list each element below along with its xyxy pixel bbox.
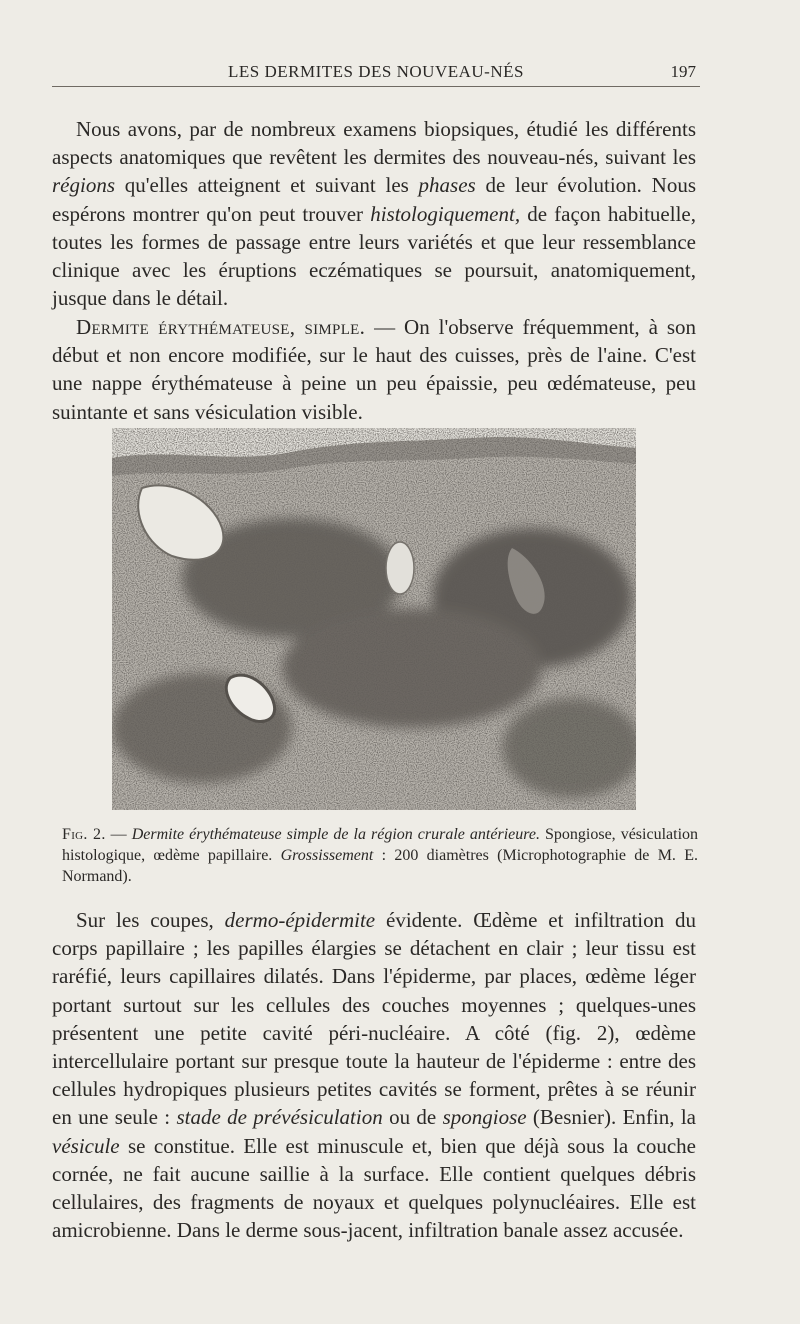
emphasis-prevesiculation: stade de prévésiculation — [176, 1105, 383, 1130]
running-title: LES DERMITES DES NOUVEAU-NÉS — [228, 62, 524, 81]
emphasis-spongiose: spongiose — [442, 1105, 527, 1130]
emphasis-vesicule: vésicule — [52, 1133, 120, 1158]
emphasis-grossissement: Grossissement — [280, 847, 374, 864]
emphasis-regions: régions — [52, 173, 115, 198]
figure-caption: Fig. 2. — Dermite érythémateuse simple de la région crurale antérieure. Spongiose, vésiculation histologique, œdème papillaire. Grossissement : 200 diamètres (Microphotographie de M. E. Normand). — [62, 826, 699, 885]
figure-title: Dermite érythémateuse simple de la région crurale antérieure. — [131, 826, 540, 843]
emphasis-dermo-epidermite: dermo-épidermite — [224, 908, 376, 932]
emphasis-phases: phases — [418, 173, 476, 198]
micrograph-figure — [112, 428, 636, 810]
paragraph-dermite-erythemateuse: Dermite érythémateuse, simple. — On l'observe fréquemment, à son début et non encore modifiée, sur le haut des cuisses, près de l'aine. C'est une nappe érythémateuse à peine un peu épaissie, peu œdémateuse, peu suintante et sans vésiculation visible. — [52, 315, 696, 424]
page-header — [52, 60, 700, 87]
paragraph-intro: Nous avons, par de nombreux examens biopsiques, étudié les différents aspects anatomiques que revêtent les dermites des nouveau-nés, suivant les régions qu'elles atteignent et suivant les phases de leur évolution. Nous espérons montrer qu'on peut trouver histologiquement, de façon habituelle, toutes les formes de passage entre leurs variétés et que leur ressemblance clinique avec les éruptions eczématiques se poursuit, anatomiquement, jusque dans le détail. — [52, 117, 696, 311]
micrograph-image — [112, 428, 636, 810]
figure-label: Fig. 2. — [62, 826, 106, 843]
paragraph-coupes: Sur les coupes, dermo-épidermite évidente. Œdème et infiltration du corps papillaire ; les papilles élargies se détachent en clair ; leur tissu est raréfié, leurs capillaires dilatés. Dans l'épiderme, par places, œdème léger portant surtout sur les cellules des couches moyennes ; quelques-unes présentent une petite cavité péri-nucléaire. A côté (fig. 2), œdème intercellulaire portant sur presque toute la hauteur de l'épiderme : entre des cellules hydropiques plusieurs petites cavités se forment, prêtes à se réunir en une seule : stade de prévésiculation ou de spongiose (Besnier). Enfin, la vésicule se constitue. Elle est minuscule et, bien que déjà sous la couche cornée, ne fait aucune saillie à la surface. Elle contient quelques débris cellulaires, des fragments de noyaux et quelques polynucléaires. Elle est amicrobienne. Dans le derme sous-jacent, infiltration banale assez accusée. — [52, 908, 697, 1243]
page-number: 197 — [670, 62, 696, 81]
section-heading: Dermite érythémateuse, simple. — [76, 315, 366, 339]
emphasis-histologiquement: histologiquement, — [370, 201, 521, 226]
